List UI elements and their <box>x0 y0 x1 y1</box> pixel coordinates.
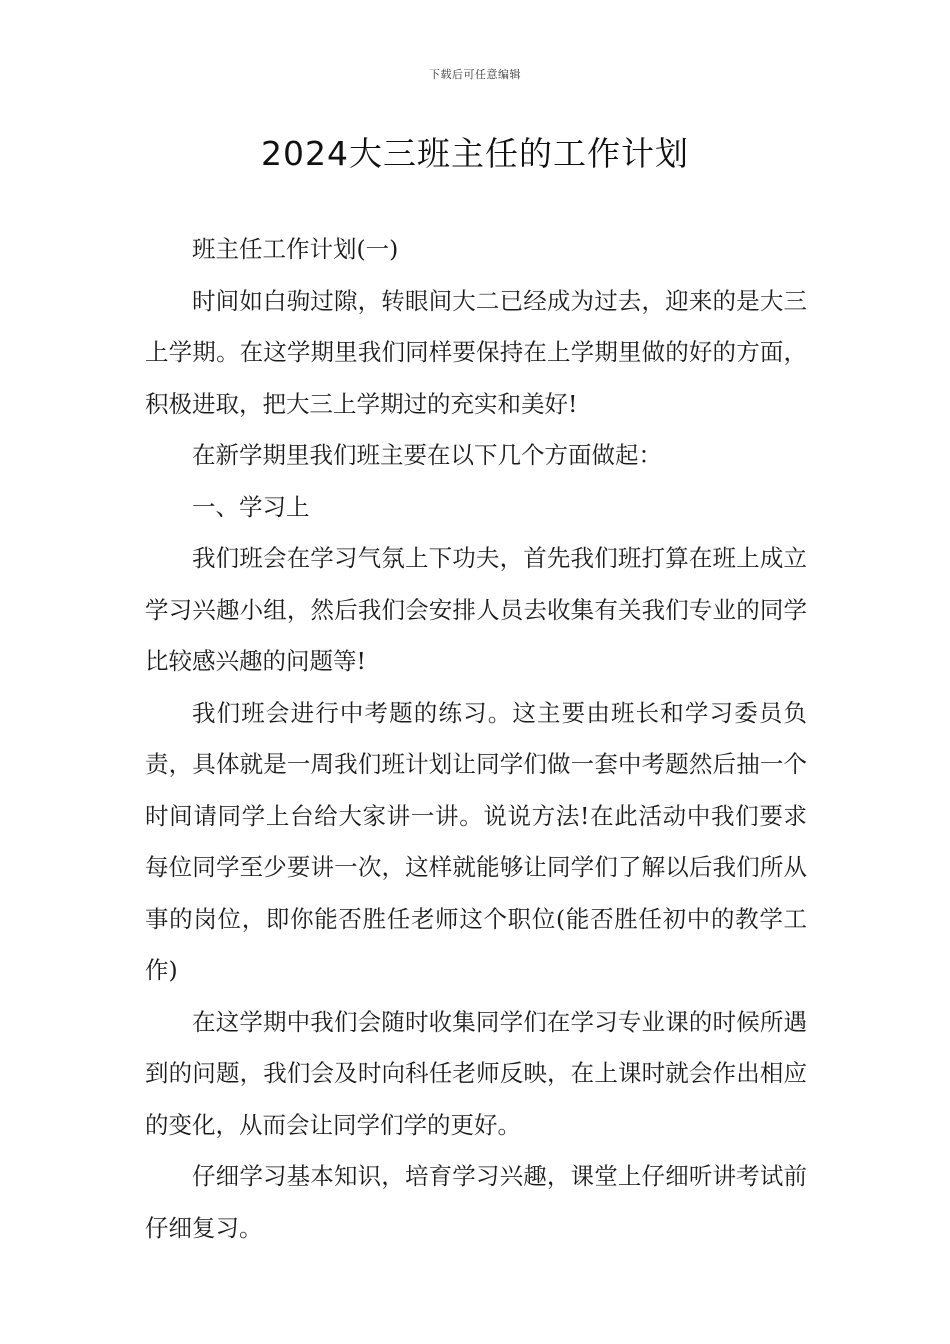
paragraph-exam-practice: 我们班会进行中考题的练习。这主要由班长和学习委员负责，具体就是一周我们班计划让同学们做一套中考题然后抽一个时间请同学上台给大家讲一讲。说说方法!在此活动中我们要求每位同学至少要讲一次，这样就能够让同学们了解以后我们所从事的岗位，即你能否胜任老师这个职位(能否胜任初中的教学工作) <box>145 698 807 984</box>
paragraph-subheading-study: 一、学习上 <box>192 492 310 521</box>
paragraph-study-atmosphere: 我们班会在学习气氛上下功夫，首先我们班打算在班上成立学习兴趣小组，然后我们会安排人员去收集有关我们专业的同学比较感兴趣的问题等! <box>145 544 807 675</box>
document-body <box>145 224 807 1254</box>
header-note: 下载后可任意编辑 <box>429 68 521 81</box>
paragraph-overview: 在新学期里我们班主要在以下几个方面做起： <box>192 441 662 469</box>
document-title: 2024大三班主任的工作计划 <box>261 134 689 173</box>
paragraph-collect-questions: 在这学期中我们会随时收集同学们在学习专业课的时候所遇到的问题，我们会及时向科任老师反映，在上课时就会作出相应的变化，从而会让同学们学的更好。 <box>145 1007 807 1139</box>
paragraph-section-heading: 班主任工作计划(一) <box>192 235 399 263</box>
paragraph-intro: 时间如白驹过隙，转眼间大二已经成为过去，迎来的是大三上学期。在这学期里我们同样要保持在上学期里做的好的方面，积极进取，把大三上学期过的充实和美好! <box>145 286 807 418</box>
paragraph-study-habits: 仔细学习基本知识，培育学习兴趣，课堂上仔细听讲考试前仔细复习。 <box>145 1162 807 1242</box>
